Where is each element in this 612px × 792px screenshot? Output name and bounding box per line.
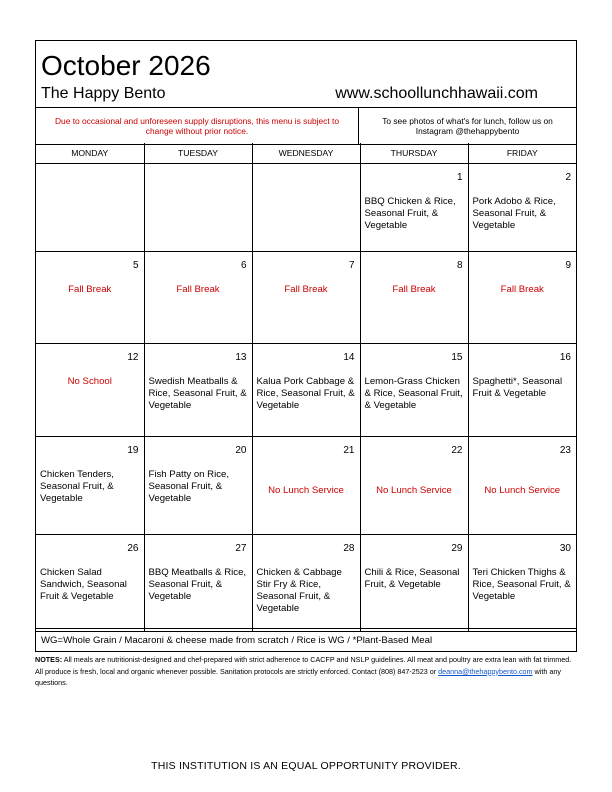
menu-calendar-frame — [35, 40, 577, 652]
day-cell — [360, 252, 468, 344]
day-number: 22 — [451, 445, 463, 456]
weekday-header: MONDAY — [36, 143, 144, 164]
notes-section — [35, 654, 577, 689]
day-cell — [468, 437, 576, 535]
legend-row: WG=Whole Grain / Macaroni & cheese made from scratch / Rice is WG / *Plant-Based Meal — [36, 628, 576, 651]
day-number: 1 — [456, 172, 463, 183]
day-cell — [36, 437, 144, 535]
week-row — [36, 344, 576, 437]
day-number: 27 — [235, 543, 247, 554]
day-cell — [36, 344, 144, 437]
day-cell — [144, 535, 252, 632]
day-cell — [360, 164, 468, 252]
menu-item: Chicken Salad Sandwich, Seasonal Fruit & Vegetable — [40, 567, 127, 602]
closure-label: No Lunch Service — [484, 485, 561, 496]
closure-label: Fall Break — [176, 284, 220, 295]
month-title: October 2026 — [41, 50, 211, 81]
day-cell — [144, 344, 252, 437]
day-cell — [252, 252, 360, 344]
menu-item: Chicken Tenders, Seasonal Fruit, & Vegetable — [40, 469, 114, 504]
closure-label: No Lunch Service — [376, 485, 452, 496]
closure-label: No School — [67, 376, 112, 387]
day-number: 30 — [559, 543, 571, 554]
menu-item: BBQ Chicken & Rice, Seasonal Fruit, & Vegetable — [364, 196, 456, 231]
week-row — [36, 252, 576, 344]
day-cell — [36, 535, 144, 632]
day-cell — [468, 164, 576, 252]
week-row — [36, 437, 576, 535]
week-row — [36, 535, 576, 632]
day-cell — [36, 164, 144, 252]
closure-label: Fall Break — [68, 284, 112, 295]
day-number: 7 — [348, 260, 355, 271]
calendar-grid — [36, 143, 576, 632]
menu-item: Teri Chicken Thighs & Rice, Seasonal Fruit, & Vegetable — [472, 567, 571, 602]
weekday-header: WEDNESDAY — [252, 143, 360, 164]
day-number: 19 — [127, 445, 139, 456]
day-cell — [468, 344, 576, 437]
menu-item: BBQ Meatballs & Rice, Seasonal Fruit, & Vegetable — [148, 567, 247, 602]
day-cell — [360, 535, 468, 632]
brand-name: The Happy Bento — [41, 85, 166, 102]
day-number: 5 — [132, 260, 139, 271]
closure-label: Fall Break — [284, 284, 328, 295]
weekday-header: FRIDAY — [468, 143, 576, 164]
day-cell — [144, 164, 252, 252]
day-number: 21 — [343, 445, 355, 456]
menu-item: Lemon-Grass Chicken & Rice, Seasonal Fruit, & Vegetable — [364, 376, 463, 411]
weekday-header: TUESDAY — [144, 143, 252, 164]
closure-label: Fall Break — [500, 284, 544, 295]
notice-bar — [36, 107, 576, 145]
calendar-header — [36, 41, 576, 108]
day-number: 13 — [235, 352, 247, 363]
week-row — [36, 164, 576, 252]
equal-opportunity-statement: THIS INSTITUTION IS AN EQUAL OPPORTUNITY PROVIDER. — [151, 760, 461, 772]
day-number: 15 — [451, 352, 463, 363]
day-cell — [360, 437, 468, 535]
website-link[interactable]: www.schoollunchhawaii.com — [335, 85, 538, 102]
day-number: 16 — [559, 352, 571, 363]
day-cell — [468, 535, 576, 632]
day-number: 8 — [456, 260, 463, 271]
menu-item: Chicken & Cabbage Stir Fry & Rice, Seasonal Fruit, & Vegetable — [256, 567, 342, 614]
weekday-header-row — [36, 143, 576, 164]
closure-label: No Lunch Service — [268, 485, 344, 496]
day-cell — [144, 437, 252, 535]
instagram-notice: To see photos of what's for lunch, follow us on Instagram @thehappybento — [382, 115, 553, 136]
day-cell — [36, 252, 144, 344]
day-cell — [252, 344, 360, 437]
day-cell — [360, 344, 468, 437]
closure-label: Fall Break — [392, 284, 436, 295]
day-number: 14 — [343, 352, 355, 363]
menu-item: Kalua Pork Cabbage & Rice, Seasonal Fruit, & Vegetable — [256, 376, 355, 411]
day-cell — [252, 437, 360, 535]
notes-tail: with any questions. — [35, 666, 561, 688]
day-number: 12 — [127, 352, 139, 363]
menu-item: Pork Adobo & Rice, Seasonal Fruit, & Vegetable — [472, 196, 556, 231]
menu-item: Spaghetti*, Seasonal Fruit & Vegetable — [472, 376, 563, 399]
supply-disruption-notice: Due to occasional and unforeseen supply disruptions, this menu is subject to change without prior notice. — [36, 108, 359, 144]
notes-label: NOTES: — [35, 655, 63, 664]
day-number: 20 — [235, 445, 247, 456]
day-cell — [252, 535, 360, 632]
day-cell — [144, 252, 252, 344]
menu-item: Fish Patty on Rice, Seasonal Fruit, & Vegetable — [148, 469, 230, 504]
notes-text: All meals are nutritionist-designed and chef-prepared with strict adherence to CACFP and NSLP guidelines. All meat and poultry are extra lean with fat trimmed. All produce is fresh, local and organic whenever possible. Sanitation protocols are strictly enforced. Contact (808) 847-2523 or — [35, 655, 572, 676]
menu-item: Swedish Meatballs & Rice, Seasonal Fruit, & Vegetable — [148, 376, 247, 411]
weekday-header: THURSDAY — [360, 143, 468, 164]
day-number: 28 — [343, 543, 355, 554]
day-cell — [252, 164, 360, 252]
day-number: 2 — [565, 172, 571, 183]
contact-email-link[interactable]: deanna@thehappybento.com — [438, 666, 533, 676]
day-number: 23 — [559, 445, 571, 456]
day-cell — [468, 252, 576, 344]
day-number: 26 — [127, 543, 139, 554]
day-number: 9 — [565, 260, 571, 271]
day-number: 6 — [240, 260, 247, 271]
menu-item: Chili & Rice, Seasonal Fruit, & Vegetable — [364, 567, 460, 590]
day-number: 29 — [451, 543, 463, 554]
